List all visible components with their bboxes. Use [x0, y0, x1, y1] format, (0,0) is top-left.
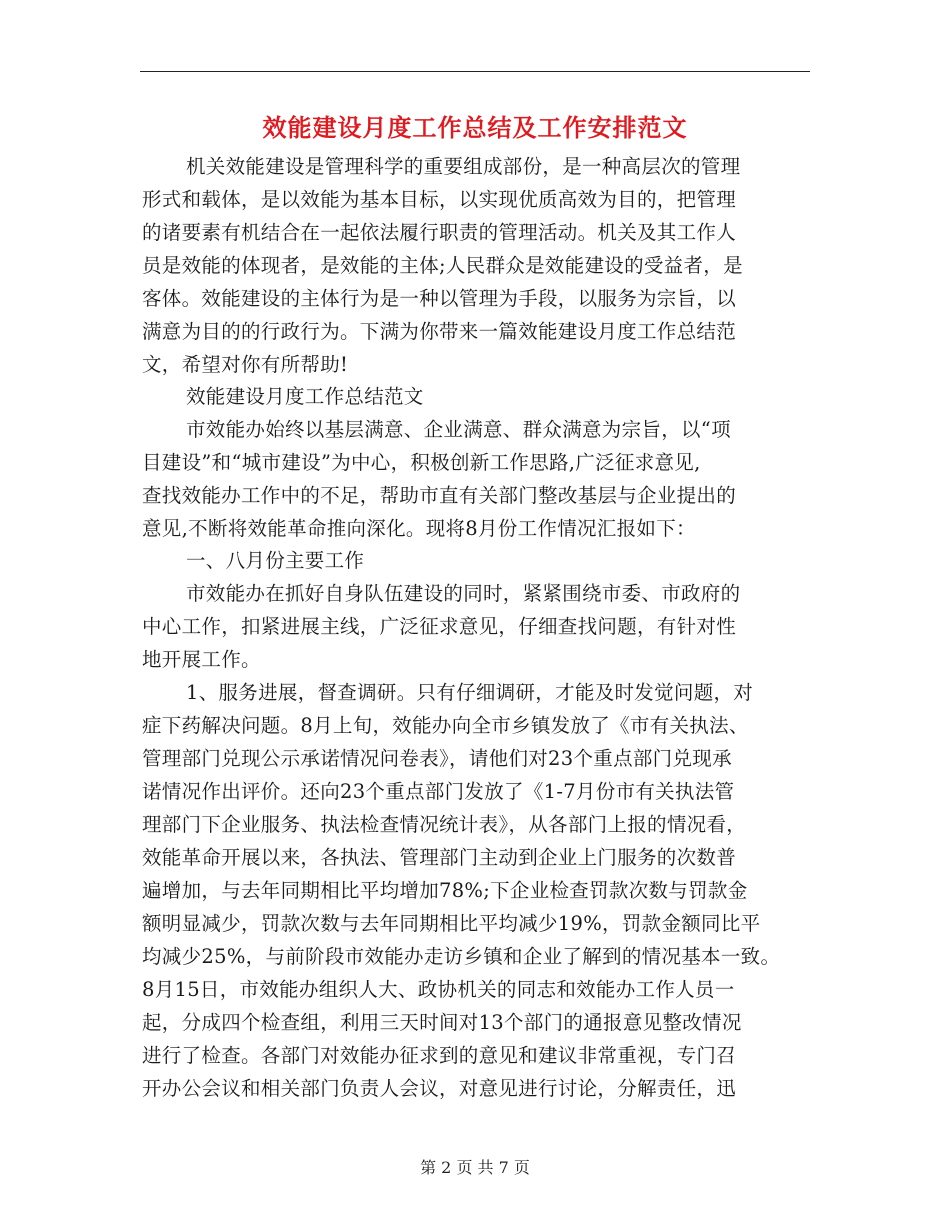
section-heading: 一、八月份主要工作 — [186, 549, 365, 572]
text-line: 形式和载体，是以效能为基本目标，以实现优质高效为目的，把管理 — [142, 188, 737, 211]
text-line: 员是效能的体现者，是效能的主体;人民群众是效能建设的受益者，是 — [142, 254, 743, 277]
text-line: 8月15日，市效能办组织人大、政协机关的同志和效能办工作人员一 — [142, 978, 735, 1001]
text-line: 中心工作，扣紧进展主线，广泛征求意见，仔细查找问题，有针对性 — [142, 615, 737, 638]
text-line: 进行了检查。各部门对效能办征求到的意见和建议非常重视，专门召 — [142, 1044, 737, 1067]
text-line: 意见,不断将效能革命推向深化。现将8月份工作情况汇报如下： — [142, 517, 696, 540]
text-line: 症下药解决问题。8月上旬，效能办向全市乡镇发放了《市有关执法、 — [142, 714, 749, 737]
text-line: 客体。效能建设的主体行为是一种以管理为手段，以服务为宗旨，以 — [142, 287, 737, 310]
text-line: 的诸要素有机结合在一起依法履行职责的管理活动。机关及其工作人 — [142, 221, 737, 244]
text-line: 效能革命开展以来，各执法、管理部门主动到企业上门服务的次数普 — [142, 846, 737, 869]
text-line: 目建设”和“城市建设”为中心，积极创新工作思路,广泛征求意见, — [142, 451, 701, 474]
text-line: 管理部门兑现公示承诺情况问卷表》，请他们对23个重点部门兑现承 — [142, 747, 732, 770]
text-line: 机关效能建设是管理科学的重要组成部份，是一种高层次的管理 — [186, 155, 741, 178]
text-line: 查找效能办工作中的不足，帮助市直有关部门整改基层与企业提出的 — [142, 484, 737, 507]
text-line: 市效能办始终以基层满意、企业满意、群众满意为宗旨，以“项 — [186, 418, 731, 441]
text-line: 诺情况作出评价。还向23个重点部门发放了《1-7月份市有关执法管 — [142, 780, 735, 803]
text-line: 起，分成四个检查组，利用三天时间对13个部门的通报意见整改情况 — [142, 1011, 742, 1034]
section-heading: 效能建设月度工作总结范文 — [186, 385, 424, 408]
text-line: 开办公会议和相关部门负责人会议，对意见进行讨论，分解责任，迅 — [142, 1077, 737, 1100]
text-line: 理部门下企业服务、执法检查情况统计表》，从各部门上报的情况看， — [142, 813, 747, 836]
document-title: 效能建设月度工作总结及工作安排范文 — [262, 114, 688, 142]
text-line: 地开展工作。 — [142, 648, 261, 671]
text-line: 市效能办在抓好自身队伍建设的同时，紧紧围绕市委、市政府的 — [186, 582, 741, 605]
text-line: 文，希望对你有所帮助! — [142, 353, 349, 376]
text-line: 满意为目的的行政行为。下满为你带来一篇效能建设月度工作总结范 — [142, 320, 737, 343]
text-line: 遍增加，与去年同期相比平均增加78%;下企业检查罚款次数与罚款金 — [142, 879, 748, 902]
header-rule — [140, 71, 810, 72]
text-line: 均减少25%，与前阶段市效能办走访乡镇和企业了解到的情况基本一致。 — [142, 945, 781, 968]
page-number: 第 2 页 共 7 页 — [420, 1158, 530, 1177]
text-line: 额明显减少，罚款次数与去年同期相比平均减少19%，罚款金额同比平 — [142, 912, 761, 935]
text-line: 1、服务进展，督查调研。只有仔细调研，才能及时发觉问题，对 — [186, 681, 754, 704]
